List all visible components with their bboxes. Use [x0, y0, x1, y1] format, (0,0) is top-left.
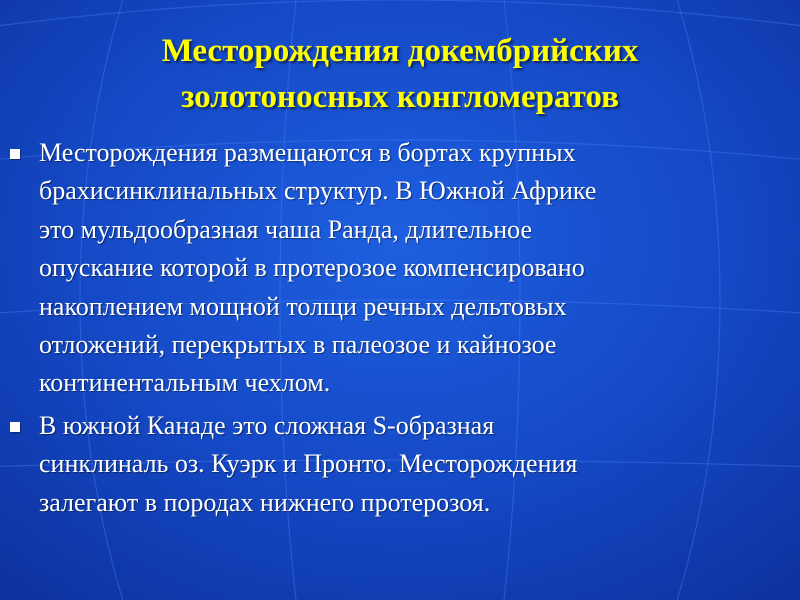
bullet-square-icon [10, 422, 20, 432]
bullet-line: отложений, перекрытых в палеозое и кайнозое [39, 330, 557, 360]
bullet-line: В южной Канаде это сложная S-образная [39, 410, 495, 440]
bullet-line: опускание которой в протерозое компенсировано [39, 253, 585, 283]
bullet-line: это мульдообразная чаша Ранда, длительное [39, 214, 532, 244]
bullet-line: залегают в породах нижнего протерозоя. [39, 487, 491, 517]
bullet-line: континентальным чехлом. [39, 368, 331, 398]
slide-title-line-2: золотоносных конгломератов [181, 79, 619, 115]
bullet-line: накоплением мощной толщи речных дельтовых [39, 291, 567, 321]
slide-title-line-1: Месторождения докембрийских [161, 33, 639, 69]
bullet-line: брахисинклинальных структур. В Южной Африке [39, 176, 597, 206]
bullet-item [0, 134, 800, 403]
bullet-item [0, 407, 800, 522]
bullet-list [0, 134, 800, 526]
bullet-line: Месторождения размещаются в бортах крупных [39, 138, 576, 167]
bullet-line: синклиналь оз. Куэрк и Пронто. Месторождения [39, 449, 578, 479]
slide-title [40, 28, 760, 120]
bullet-square-icon [10, 149, 20, 159]
